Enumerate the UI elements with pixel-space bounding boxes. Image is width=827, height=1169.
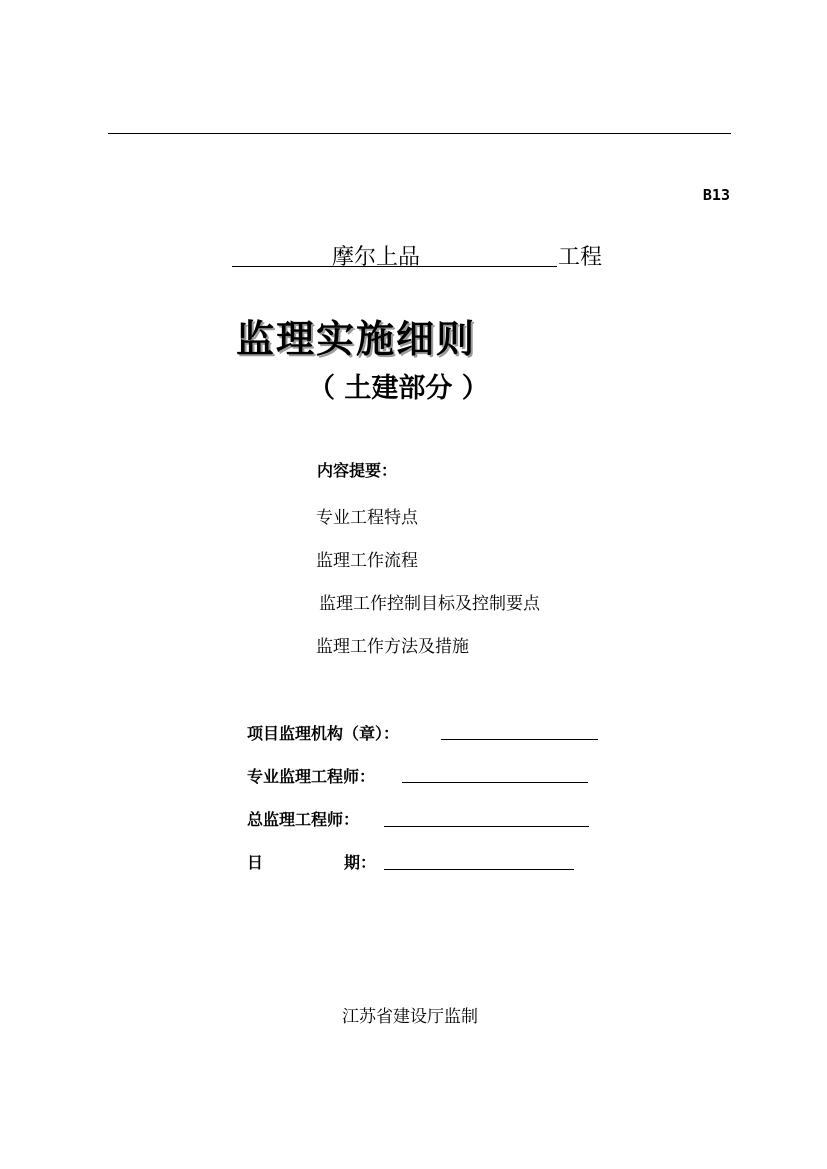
document-title: 监理实施细则 [236,317,477,361]
date-line [384,869,574,870]
date-label-right: 期： [344,853,377,872]
summary-item: 监理工作流程 [316,551,418,571]
agency-seal-line [441,739,598,740]
agency-seal-label: 项目监理机构（章）： [247,724,400,743]
specialist-engineer-label: 专业监理工程师： [247,767,376,786]
project-name: 摩尔上品 [332,245,421,270]
header-rule [108,133,731,134]
date-label-left: 日 [247,853,264,872]
summary-item: 监理工作方法及措施 [316,637,469,657]
summary-heading: 内容提要： [317,461,398,480]
document-subtitle: （ 土建部分 ） [308,373,489,404]
summary-item: 专业工程特点 [316,508,418,528]
specialist-engineer-line [402,782,588,783]
chief-engineer-line [384,826,589,827]
project-suffix: 工程 [558,245,603,270]
chief-engineer-label: 总监理工程师： [247,810,360,829]
issuer-footer: 江苏省建设厅监制 [342,1007,478,1027]
form-code: B13 [702,186,730,204]
summary-item: 监理工作控制目标及控制要点 [319,594,540,614]
